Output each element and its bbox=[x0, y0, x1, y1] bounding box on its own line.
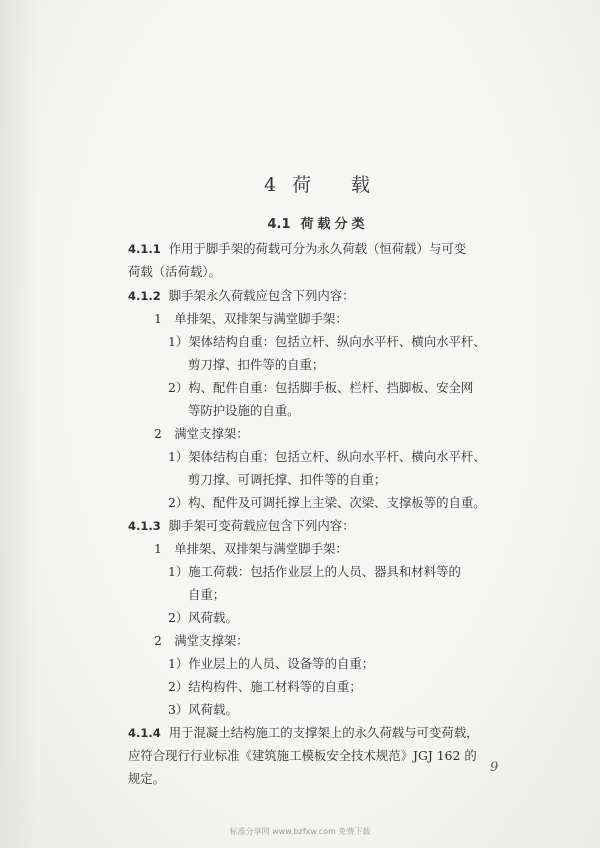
item-2: 2 满堂支撑架： bbox=[154, 426, 249, 441]
subitem-1: 1）作业层上的人员、设备等的自重； bbox=[168, 656, 375, 671]
clause-text: 脚手架可变荷载应包含下列内容： bbox=[168, 518, 355, 533]
clause-4-1-1-line-2: 荷载（活荷载）。 bbox=[128, 264, 221, 279]
clause-4-1-1-line-1 bbox=[128, 241, 466, 257]
section-heading bbox=[118, 213, 518, 232]
subitem-2: 2）构、配件自重：包括脚手板、栏杆、挡脚板、安全网 bbox=[168, 380, 474, 395]
watermark-footer: 标准分享网 www.bzfxw.com 免费下载 bbox=[229, 827, 371, 836]
section-title: 荷载分类 bbox=[300, 217, 369, 232]
subitem-1-cont: 自重； bbox=[188, 587, 226, 602]
clause-number: 4.1.3 bbox=[128, 519, 161, 533]
page-edge-shadow bbox=[0, 0, 38, 848]
item-2: 2 满堂支撑架： bbox=[154, 633, 249, 648]
chapter-heading bbox=[118, 170, 518, 197]
subitem-1: 1）架体结构自重：包括立杆、纵向水平杆、横向水平杆、 bbox=[168, 334, 486, 349]
subitem-3: 3）风荷载。 bbox=[168, 702, 238, 717]
clause-4-1-3 bbox=[128, 518, 355, 534]
document-page bbox=[118, 0, 518, 848]
subitem-2-cont: 等防护设施的自重。 bbox=[188, 403, 300, 418]
subitem-2: 2）结构构件、施工材料等的自重； bbox=[168, 679, 362, 694]
clause-text: 作用于脚手架的荷载可分为永久荷载（恒荷载）与可变 bbox=[168, 241, 467, 256]
subitem-1-cont: 剪刀撑、可调托撑、扣件等的自重； bbox=[188, 472, 387, 487]
clause-number: 4.1.1 bbox=[128, 242, 161, 256]
page-number: 9 bbox=[490, 760, 499, 775]
chapter-number: 4 bbox=[263, 174, 279, 196]
clause-text: 脚手架永久荷载应包含下列内容： bbox=[168, 288, 355, 303]
clause-4-1-2 bbox=[128, 288, 355, 304]
clause-number: 4.1.2 bbox=[128, 289, 161, 303]
clause-text: 用于混凝土结构施工的支撑架上的永久荷载与可变荷载， bbox=[168, 725, 479, 740]
section-number: 4.1 bbox=[267, 217, 291, 232]
item-1: 1 单排架、双排架与满堂脚手架： bbox=[154, 541, 348, 556]
subitem-2: 2）构、配件及可调托撑上主梁、次梁、支撑板等的自重。 bbox=[168, 495, 486, 510]
subitem-1-cont: 剪刀撑、扣件等的自重； bbox=[188, 357, 325, 372]
clause-number: 4.1.4 bbox=[128, 726, 161, 740]
subitem-2: 2）风荷载。 bbox=[168, 610, 238, 625]
chapter-title-char-1: 荷 bbox=[292, 174, 314, 196]
clause-4-1-4-line-1 bbox=[128, 725, 479, 741]
subitem-1: 1）施工荷载：包括作业层上的人员、器具和材料等的 bbox=[168, 564, 461, 579]
item-1: 1 单排架、双排架与满堂脚手架： bbox=[154, 311, 348, 326]
clause-4-1-4-line-3: 规定。 bbox=[128, 771, 166, 786]
subitem-1: 1）架体结构自重：包括立杆、纵向水平杆、横向水平杆、 bbox=[168, 449, 486, 464]
chapter-title-char-2: 载 bbox=[351, 174, 373, 196]
clause-4-1-4-line-2: 应符合现行行业标准《建筑施工模板安全技术规范》JGJ 162 的 bbox=[128, 748, 477, 763]
